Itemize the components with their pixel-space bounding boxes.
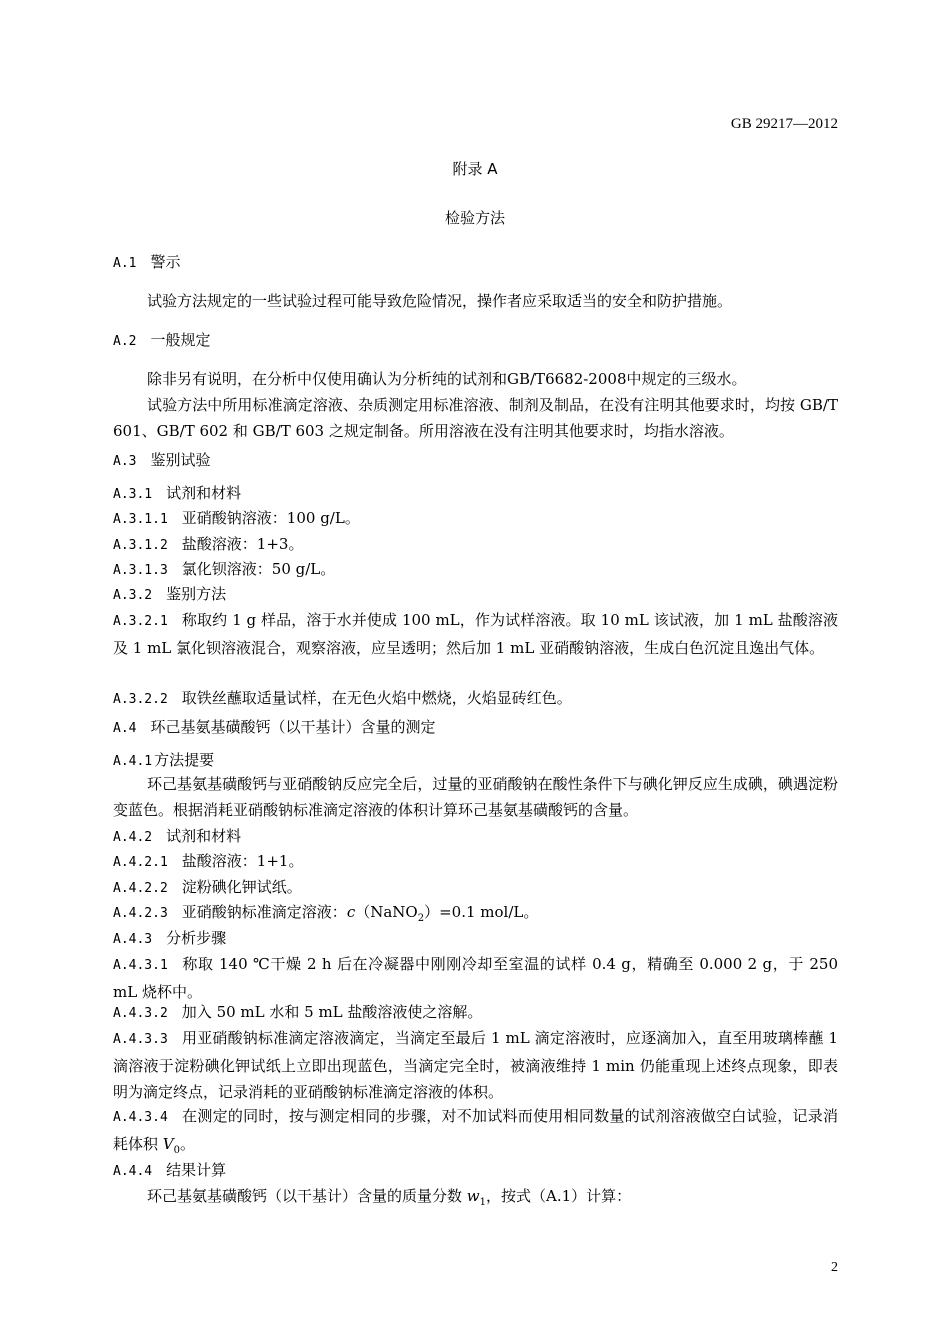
section-title: 环己基氨基磺酸钙（以干基计）含量的测定 <box>150 718 436 736</box>
section-heading-a1 <box>113 250 838 276</box>
clause-a422 <box>113 875 838 901</box>
clause-a313 <box>113 557 838 583</box>
clause-number: A.4.3.3 <box>113 1032 168 1047</box>
paragraph: 试验方法中所用标准滴定溶液、杂质测定用标准溶液、制剂及制品，在没有注明其他要求时，均按 GB/T 601、GB/T 602 和 GB/T 603 之规定制备。所用溶液在没有注明其他要求时，均指水溶液。 <box>113 396 838 440</box>
subsection-heading-a32 <box>113 582 838 608</box>
clause-number: A.4.2.2 <box>113 881 168 896</box>
clause-number: A.4.3.1 <box>113 958 168 973</box>
section-number: A.4.4 <box>113 1164 153 1179</box>
clause-text: （NaNO <box>355 903 418 921</box>
section-number: A.4 <box>113 721 137 736</box>
section-number: A.1 <box>113 256 137 271</box>
clause-text: 亚硝酸钠标准滴定溶液： <box>181 903 347 921</box>
clause-number: A.3.1.1 <box>113 512 168 527</box>
section-heading-a4 <box>113 715 838 741</box>
section-number: A.3.2 <box>113 588 153 603</box>
clause-a321 <box>113 607 838 661</box>
clause-a322 <box>113 686 838 712</box>
document-code: GB 29217—2012 <box>730 116 838 132</box>
subscript: 1 <box>479 1197 486 1208</box>
section-number: A.2 <box>113 334 137 349</box>
clause-a421 <box>113 849 838 875</box>
section-title: 警示 <box>150 253 181 271</box>
clause-number: A.3.2.2 <box>113 692 168 707</box>
clause-number: A.3.1.2 <box>113 538 168 553</box>
clause-text: 在测定的同时，按与测定相同的步骤，对不加试料而使用相同数量的试剂溶液做空白试验，记录消耗体积 <box>113 1107 838 1153</box>
appendix-title: 检验方法 <box>444 209 505 227</box>
paragraph: 试验方法规定的一些试验过程可能导致危险情况，操作者应采取适当的安全和防护措施。 <box>147 292 733 310</box>
clause-text: 用亚硝酸钠标准滴定溶液滴定，当滴定至最后 1 mL 滴定溶液时，应逐滴加入，直至用玻璃棒蘸 1 滴溶液于淀粉碘化钾试纸上立即出现蓝色，当滴定完全时，被滴液维持 1 min 仍能重现上述终点现象，即表明为滴定终点，记录消耗的亚硝酸钠标准滴定溶液的体积。 <box>113 1029 838 1101</box>
section-number: A.4.2 <box>113 830 153 845</box>
section-number: A.4.3 <box>113 932 153 947</box>
clause-text: 亚硝酸钠溶液：100 g/L。 <box>181 509 360 527</box>
clause-text: 氯化钡溶液：50 g/L。 <box>181 560 336 578</box>
clause-a431 <box>113 951 838 1005</box>
section-title: 一般规定 <box>150 331 211 349</box>
subsection-heading-a42 <box>113 824 838 850</box>
paragraph <box>147 1184 838 1215</box>
page-number: 2 <box>831 1260 838 1275</box>
paragraph: 环己基氨基磺酸钙与亚硝酸钠反应完全后，过量的亚硝酸钠在酸性条件下与碘化钾反应生成碘，碘遇淀粉变蓝色。根据消耗亚硝酸钠标准滴定溶液的体积计算环己基氨基磺酸钙的含量。 <box>113 775 838 819</box>
clause-a311 <box>113 506 838 532</box>
section-title: 分析步骤 <box>166 929 227 947</box>
clause-number: A.4.2.1 <box>113 855 168 870</box>
section-title: 鉴别方法 <box>166 585 227 603</box>
clause-text: 称取约 1 g 样品，溶于水并使成 100 mL，作为试样溶液。取 10 mL 该试液，加 1 mL 盐酸溶液及 1 mL 氯化钡溶液混合，观察溶液，应呈透明；然后加 1 mL 亚硝酸钠溶液，生成白色沉淀且逸出气体。 <box>113 611 838 657</box>
subsection-heading-a31 <box>113 481 838 507</box>
clause-a433 <box>113 1025 838 1105</box>
clause-text: 取铁丝蘸取适量试样，在无色火焰中燃烧，火焰显砖红色。 <box>181 689 572 707</box>
section-title: 试剂和材料 <box>166 827 242 845</box>
section-title: 鉴别试验 <box>150 451 211 469</box>
section-number: A.3.1 <box>113 487 153 502</box>
paragraph-text: ，按式（A.1）计算： <box>486 1187 632 1205</box>
clause-number: A.4.2.3 <box>113 906 168 921</box>
paragraph-text: 环己基氨基磺酸钙（以干基计）含量的质量分数 <box>147 1187 467 1205</box>
section-title: 试剂和材料 <box>166 484 242 502</box>
section-number: A.3 <box>113 454 137 469</box>
appendix-label: 附录 A <box>452 160 498 178</box>
clause-text: 盐酸溶液：1+3。 <box>181 535 304 553</box>
section-number: A.4.1 <box>113 754 153 769</box>
variable-c: c <box>346 903 356 921</box>
clause-text: 。 <box>180 1135 196 1153</box>
clause-number: A.3.1.3 <box>113 563 168 578</box>
variable-w: w <box>466 1187 480 1205</box>
variable-v: V <box>162 1135 174 1153</box>
clause-a434 <box>113 1103 838 1164</box>
clause-text: ）=0.1 mol/L。 <box>424 903 539 921</box>
clause-number: A.3.2.1 <box>113 614 168 629</box>
paragraph: 除非另有说明，在分析中仅使用确认为分析纯的试剂和GB/T6682-2008中规定的三级水。 <box>147 370 747 388</box>
clause-text: 淀粉碘化钾试纸。 <box>181 878 302 896</box>
clause-text: 称取 140 ℃干燥 2 h 后在冷凝器中刚刚冷却至室温的试样 0.4 g，精确至 0.000 2 g，于 250 mL 烧杯中。 <box>113 955 838 1001</box>
clause-text: 加入 50 mL 水和 5 mL 盐酸溶液使之溶解。 <box>181 1003 483 1021</box>
clause-a312 <box>113 532 838 558</box>
section-heading-a2 <box>113 328 838 354</box>
subsection-heading-a43 <box>113 926 838 952</box>
subscript: 2 <box>417 913 425 924</box>
subsection-heading-a44 <box>113 1158 838 1184</box>
section-heading-a3 <box>113 448 838 474</box>
clause-number: A.4.3.4 <box>113 1110 168 1125</box>
clause-a432 <box>113 1000 838 1026</box>
subscript: 0 <box>173 1145 180 1156</box>
clause-text: 盐酸溶液：1+1。 <box>181 852 304 870</box>
section-title: 结果计算 <box>166 1161 227 1179</box>
section-title: 方法提要 <box>154 751 215 769</box>
clause-number: A.4.3.2 <box>113 1006 168 1021</box>
